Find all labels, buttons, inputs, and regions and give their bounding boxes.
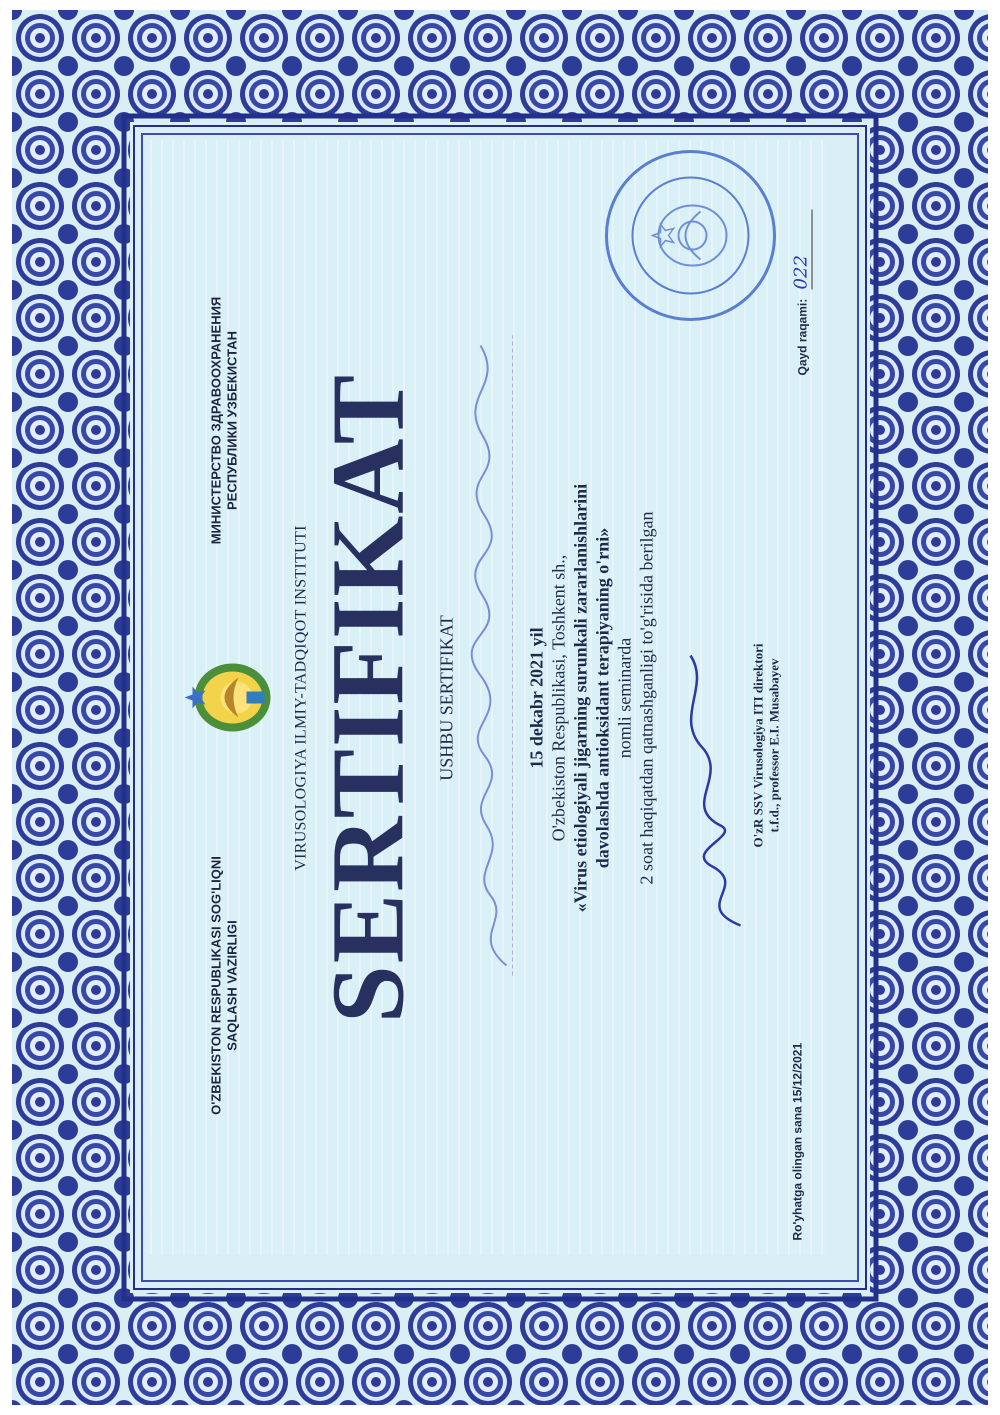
ministry-ru-line1: МИНИСТЕРСТВО ЗДРАВООХРАНЕНИЯ: [208, 296, 223, 544]
seminar-topic-line1: «Virus etiologiyali jigarning surunkali zararlanishlarini: [570, 483, 590, 912]
ministry-uz-line2: SAQLASH VAZIRLIGI: [224, 919, 239, 1051]
registration-number-label: Qayd raqami:: [795, 298, 809, 375]
director-block: [750, 535, 782, 955]
director-signature: [670, 645, 760, 945]
registration-date-value: 15/12/2021: [790, 1042, 804, 1103]
recipient-handwritten-name: [460, 335, 520, 975]
registration-number-value: 022: [790, 209, 812, 289]
institute-stamp-seal: [600, 145, 780, 325]
ministry-ru: [208, 230, 240, 610]
certificate-content: [150, 140, 826, 1255]
participation-hours: 2 soat haqiqatdan qatnashganligi to'g'risida berilgan: [636, 511, 656, 884]
seminar-place: O'zbekiston Respublikasi, Toshkent sh.,: [548, 554, 568, 841]
certificate-title: SERTIFIKAT: [310, 372, 425, 1023]
seminar-topic-line2: davolashda antioksidant terapiyaning o'rni»: [592, 527, 612, 868]
issued-to-prefix: USHBU SERTIFIKAT: [436, 614, 456, 781]
ministry-uz-line1: O'ZBEKISTON RESPUBLIKASI SOG'LIQNI: [208, 855, 223, 1115]
institute-name: VIRUSOLOGIYA ILMIY-TADQIQOT INSTITUTI: [292, 524, 309, 871]
seminar-label: nomli seminarda: [614, 637, 634, 758]
seminar-date: 15 dekabr 2021 yil: [526, 626, 546, 769]
registration-date-label: Ro'yhatga olingan sana: [790, 1105, 804, 1240]
director-title: O'zR SSV Virusologiya ITI direktori: [750, 643, 765, 847]
registration-number: [790, 145, 812, 375]
registration-date: [790, 840, 804, 1240]
ministry-ru-line2: РЕСПУБЛИКИ УЗБЕКИСТАН: [224, 330, 239, 510]
state-emblem-icon: [180, 659, 274, 735]
director-name: t.f.d., professor E.I. Musabayev: [766, 658, 781, 832]
ministry-uz: [208, 795, 240, 1175]
